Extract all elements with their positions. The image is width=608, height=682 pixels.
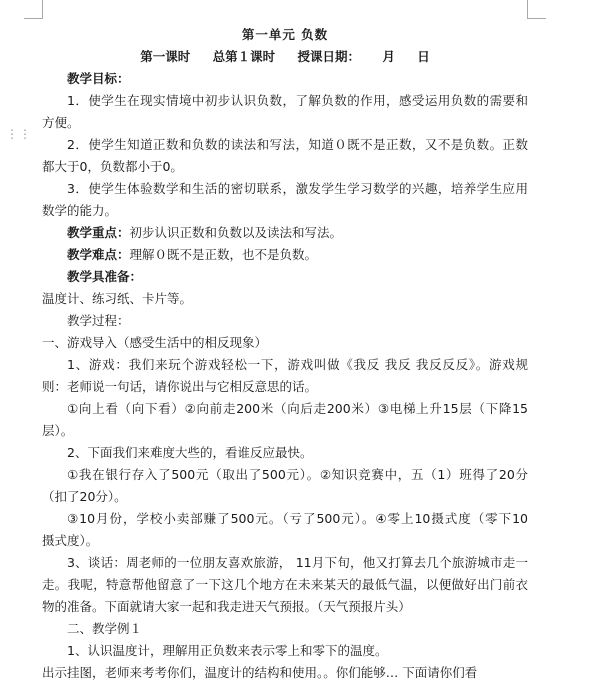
heading-objectives: 教学目标： bbox=[67, 71, 130, 86]
key-point-line bbox=[67, 224, 342, 242]
paragraph-line: 2．使学生知道正数和负数的读法和写法，知道０既不是正数，又不是负数。正数 bbox=[67, 137, 528, 152]
paragraph-line: 1．使学生在现实情境中初步认识负数，了解负数的作用，感受运用负数的需要和 bbox=[67, 93, 528, 108]
paragraph-line: 摄式度）。 bbox=[42, 533, 99, 548]
paragraph-line: 方便。 bbox=[42, 115, 80, 130]
lesson-header: 第一课时 总第１课时 授课日期： 月 日 bbox=[140, 49, 430, 64]
paragraph-line: ③10月份，学校小卖部赚了500元。（亏了500元）。④零上10摄式度（零下10 bbox=[67, 511, 528, 526]
paragraph-line: 2、下面我们来难度大些的，看谁反应最快。 bbox=[67, 445, 313, 460]
heading-difficulty: 教学难点： bbox=[67, 247, 130, 262]
paragraph-line: 数学的能力。 bbox=[42, 203, 118, 218]
paragraph-line: ①我在银行存入了500元（取出了500元）。②知识竞赛中，五（1）班得了20分 bbox=[67, 467, 528, 482]
section-heading: 二、教学例１ bbox=[67, 621, 143, 636]
paragraph-line-cut: 出示挂图，老师来考考你们，温度计的结构和使用。。你们能够… 下面请你们看 bbox=[42, 665, 478, 680]
paragraph-line: 1、游戏：我们来玩个游戏轻松一下，游戏叫做《我反 我反 我反反反》。游戏规 bbox=[67, 357, 528, 372]
paragraph-line: 物的准备。下面就请大家一起和我走进天气预报。（天气预报片头） bbox=[42, 599, 411, 614]
materials-text: 温度计、练习纸、卡片等。 bbox=[42, 291, 193, 306]
paragraph-line: 走。我呢，特意帮他留意了一下这几个地方在未来某天的最低气温，以便做好出门前衣 bbox=[42, 577, 528, 592]
paragraph-line: 1、认识温度计，理解用正负数来表示零上和零下的温度。 bbox=[67, 643, 388, 658]
heading-key-point: 教学重点： bbox=[67, 225, 130, 240]
crop-mark-top-right bbox=[527, 0, 546, 19]
paragraph-line: 则：老师说一句话，请你说出与它相反意思的话。 bbox=[42, 379, 318, 394]
crop-mark-top-left bbox=[24, 0, 43, 19]
key-point-text: 初步认识正数和负数以及读法和写法。 bbox=[129, 225, 343, 240]
unit-title: 第一单元 负数 bbox=[241, 27, 329, 42]
drag-handle-icon[interactable]: ⋮⋮ bbox=[6, 127, 32, 141]
paragraph-line: （扣了20分）。 bbox=[42, 489, 127, 504]
section-heading: 一、游戏导入（感受生活中的相反现象） bbox=[42, 335, 268, 350]
paragraph-line: ①向上看（向下看）②向前走200米（向后走200米）③电梯上升15层（下降15 bbox=[67, 401, 528, 416]
paragraph-line: 都大于0，负数都小于0。 bbox=[42, 159, 183, 174]
heading-materials: 教学具准备： bbox=[67, 269, 143, 284]
paragraph-line: 3．使学生体验数学和生活的密切联系，激发学生学习数学的兴趣，培养学生应用 bbox=[67, 181, 528, 196]
paragraph-line: 层）。 bbox=[42, 423, 74, 438]
heading-process: 教学过程： bbox=[67, 313, 130, 328]
paragraph-line: 3、谈话：周老师的一位朋友喜欢旅游， 11月下旬，他又打算去几个旅游城市走一 bbox=[67, 555, 528, 570]
difficulty-text: 理解０既不是正数，也不是负数。 bbox=[129, 247, 318, 262]
difficulty-line bbox=[67, 246, 317, 264]
